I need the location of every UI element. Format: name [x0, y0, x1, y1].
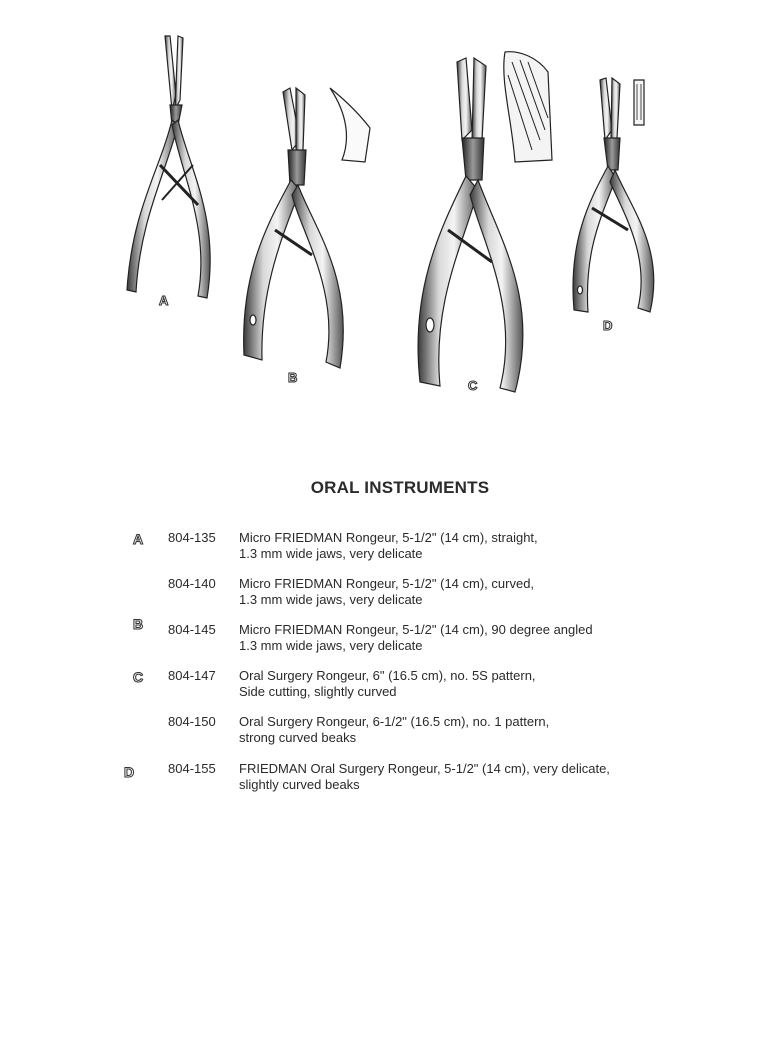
figure-label-a: A — [159, 293, 169, 308]
description-line: Side cutting, slightly curved — [239, 684, 397, 699]
catalog-number: 804-147 — [168, 668, 216, 683]
rongeur-d-drawing — [573, 78, 654, 312]
rongeur-a-drawing — [127, 36, 210, 298]
item-description — [239, 714, 699, 746]
catalog-number: 804-145 — [168, 622, 216, 637]
row-figure-letter: D — [124, 764, 135, 780]
description-line: Micro FRIEDMAN Rongeur, 5-1/2" (14 cm), curved, — [239, 576, 535, 591]
row-figure-letter: B — [133, 616, 144, 632]
item-description — [239, 622, 699, 654]
rongeur-b-drawing — [244, 88, 370, 368]
description-line: 1.3 mm wide jaws, very delicate — [239, 546, 423, 561]
description-line: Micro FRIEDMAN Rongeur, 5-1/2" (14 cm), 90 degree angled — [239, 622, 593, 637]
description-line: 1.3 mm wide jaws, very delicate — [239, 638, 423, 653]
catalog-number: 804-155 — [168, 761, 216, 776]
item-description — [239, 576, 699, 608]
row-figure-letter: C — [133, 669, 144, 685]
description-line: Micro FRIEDMAN Rongeur, 5-1/2" (14 cm), straight, — [239, 530, 538, 545]
instrument-illustration — [0, 0, 780, 410]
figure-label-d: D — [603, 318, 613, 333]
catalog-number: 804-150 — [168, 714, 216, 729]
row-figure-letter: A — [133, 531, 144, 547]
item-description — [239, 668, 699, 700]
catalog-number: 804-135 — [168, 530, 216, 545]
description-line: strong curved beaks — [239, 730, 357, 745]
item-description — [239, 761, 699, 793]
description-line: FRIEDMAN Oral Surgery Rongeur, 5-1/2" (14 cm), very delicate, — [239, 761, 610, 776]
rongeur-c-drawing — [418, 52, 552, 392]
item-description — [239, 530, 699, 562]
figure-label-c: C — [468, 378, 478, 393]
description-line: 1.3 mm wide jaws, very delicate — [239, 592, 423, 607]
description-line: Oral Surgery Rongeur, 6-1/2" (16.5 cm), no. 1 pattern, — [239, 714, 550, 729]
catalog-number: 804-140 — [168, 576, 216, 591]
description-line: Oral Surgery Rongeur, 6" (16.5 cm), no. 5S pattern, — [239, 668, 536, 683]
description-line: slightly curved beaks — [239, 777, 360, 792]
figure-label-b: B — [288, 370, 298, 385]
page-title: ORAL INSTRUMENTS — [310, 478, 490, 497]
